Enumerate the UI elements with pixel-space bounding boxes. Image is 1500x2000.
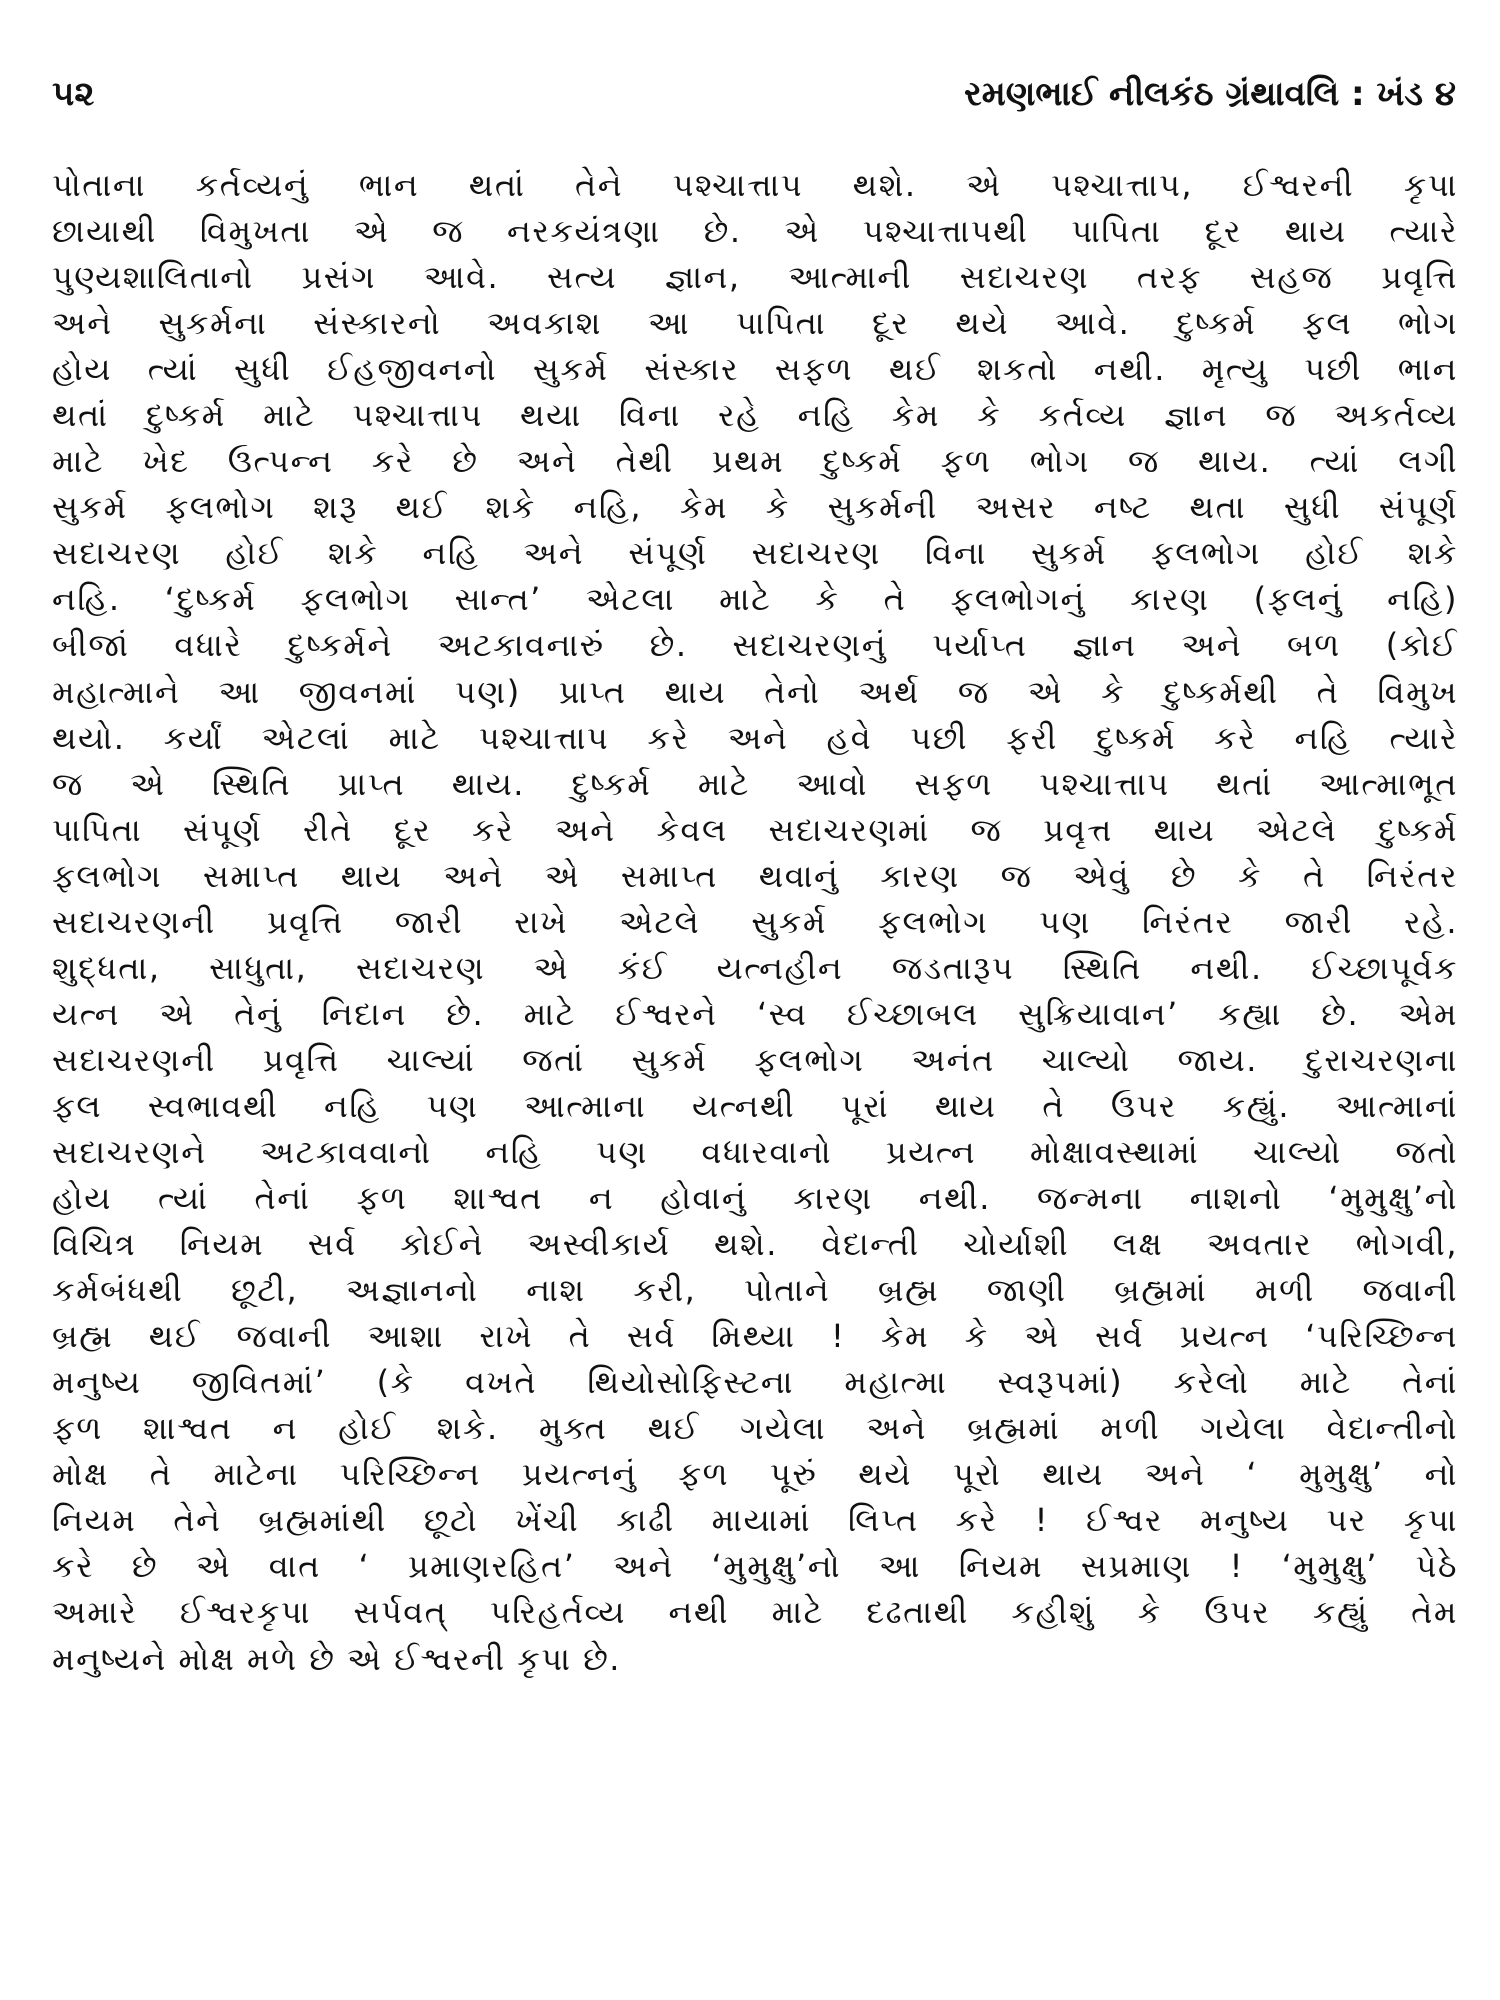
text-line: બીજાં વધારે દુષ્કર્મને અટકાવનારું છે. સદાચરણનું પર્યાપ્ત જ્ઞાન અને બળ (કોઈ bbox=[52, 626, 1458, 665]
text-line: બ્રહ્મ થઈ જવાની આશા રાખે તે સર્વ મિથ્યા ! કેમ કે એ સર્વ પ્રયત્ન ‘પરિચ્છિન્ન bbox=[52, 1317, 1458, 1356]
text-line: પોતાના કર્તવ્યનું ભાન થતાં તેને પશ્ચાત્તાપ થશે. એ પશ્ચાત્તાપ, ઈશ્વરની કૃપા bbox=[52, 166, 1458, 204]
text-line: નિયમ તેને બ્રહ્મમાંથી છૂટો ખેંચી કાઢી માયામાં લિપ્ત કરે ! ઈશ્વર મનુષ્ય પર કૃપા bbox=[52, 1501, 1458, 1540]
text-line: માટે ખેદ ઉત્પન્ન કરે છે અને તેથી પ્રથમ દુષ્કર્મ ફળ ભોગ જ થાય. ત્યાં લગી bbox=[52, 442, 1458, 481]
text-line: અને સુકર્મના સંસ્કારનો અવકાશ આ પાપિતા દૂર થયે આવે. દુષ્કર્મ ફલ ભોગ bbox=[52, 304, 1458, 343]
text-line: સદાચરણને અટકાવવાનો નહિ પણ વધારવાનો પ્રયત્ન મોક્ષાવસ્થામાં ચાલ્યો જતો bbox=[52, 1132, 1458, 1171]
text-line: સુકર્મ ફલભોગ શરૂ થઈ શકે નહિ, કેમ કે સુકર્મની અસર નષ્ટ થતા સુધી સંપૂર્ણ bbox=[52, 488, 1458, 527]
running-header bbox=[52, 70, 1456, 118]
text-line: પુણ્યશાલિતાનો પ્રસંગ આવે. સત્ય જ્ઞાન, આત્માની સદાચરણ તરફ સહજ પ્રવૃત્તિ bbox=[52, 258, 1458, 297]
text-line: જ એ સ્થિતિ પ્રાપ્ત થાય. દુષ્કર્મ માટે આવો સફળ પશ્ચાત્તાપ થતાં આત્માભૂત bbox=[52, 764, 1458, 803]
text-line: વિચિત્ર નિયમ સર્વ કોઈને અસ્વીકાર્ય થશે. વેદાન્તી ચોર્યાશી લક્ષ અવતાર ભોગવી, bbox=[52, 1225, 1458, 1264]
text-line: ફળ શાશ્વત ન હોઈ શકે. મુક્ત થઈ ગયેલા અને બ્રહ્મમાં મળી ગયેલા વેદાન્તીનો bbox=[52, 1409, 1458, 1448]
book-title: રમણભાઈ નીલકંઠ ગ્રંથાવલિ : ખંડ ૪ bbox=[964, 74, 1456, 114]
text-line: થયો. કર્યાં એટલાં માટે પશ્ચાત્તાપ કરે અને હવે પછી ફરી દુષ્કર્મ કરે નહિ ત્યારે bbox=[52, 718, 1458, 757]
text-line: મનુષ્ય જીવિતમાં’ (કે વખતે થિયોસોફિસ્ટના મહાત્મા સ્વરૂપમાં) કરેલો માટે તેનાં bbox=[52, 1363, 1458, 1402]
text-line: ફલ સ્વભાવથી નહિ પણ આત્માના યત્નથી પૂરાં થાય તે ઉપર કહ્યું. આત્માનાં bbox=[52, 1086, 1458, 1125]
text-line: પાપિતા સંપૂર્ણ રીતે દૂર કરે અને કેવલ સદાચરણમાં જ પ્રવૃત્ત થાય એટલે દુષ્કર્મ bbox=[52, 810, 1458, 849]
text-line: હોય ત્યાં તેનાં ફળ શાશ્વત ન હોવાનું કારણ નથી. જન્મના નાશનો ‘મુમુક્ષુ’નો bbox=[52, 1179, 1458, 1218]
text-line: થતાં દુષ્કર્મ માટે પશ્ચાત્તાપ થયા વિના રહે નહિ કેમ કે કર્તવ્ય જ્ઞાન જ અકર્તવ્ય bbox=[52, 396, 1458, 435]
text-line: સદાચરણની પ્રવૃત્તિ જારી રાખે એટલે સુકર્મ ફલભોગ પણ નિરંતર જારી રહે. bbox=[52, 902, 1458, 941]
text-line: ફલભોગ સમાપ્ત થાય અને એ સમાપ્ત થવાનું કારણ જ એવું છે કે તે નિરંતર bbox=[52, 856, 1458, 895]
text-line: છાયાથી વિમુખતા એ જ નરકયંત્રણા છે. એ પશ્ચાત્તાપથી પાપિતા દૂર થાય ત્યારે bbox=[52, 212, 1458, 251]
text-line: સદાચરણ હોઈ શકે નહિ અને સંપૂર્ણ સદાચરણ વિના સુકર્મ ફલભોગ હોઈ શકે bbox=[52, 534, 1458, 573]
text-line: સદાચરણની પ્રવૃત્તિ ચાલ્યાં જતાં સુકર્મ ફલભોગ અનંત ચાલ્યો જાય. દુરાચરણના bbox=[52, 1040, 1458, 1079]
text-line: શુદ્ધતા, સાધુતા, સદાચરણ એ કંઈ યત્નહીન જડતારૂપ સ્થિતિ નથી. ઈચ્છાપૂર્વક bbox=[52, 948, 1458, 987]
text-line: હોય ત્યાં સુધી ઈહજીવનનો સુકર્મ સંસ્કાર સફળ થઈ શકતો નથી. મૃત્યુ પછી ભાન bbox=[52, 350, 1458, 389]
text-line: યત્ન એ તેનું નિદાન છે. માટે ઈશ્વરને ‘સ્વ ઈચ્છાબલ સુક્રિયાવાન’ કહ્યા છે. એમ bbox=[52, 994, 1458, 1033]
text-line: નહિ. ‘દુષ્કર્મ ફલભોગ સાન્ત’ એટલા માટે કે તે ફલભોગનું કારણ (ફલનું નહિ) bbox=[52, 580, 1458, 619]
text-line: મોક્ષ તે માટેના પરિચ્છિન્ન પ્રયત્નનું ફળ પૂરું થયે પૂરો થાય અને ‘ મુમુક્ષુ’ નો bbox=[52, 1455, 1458, 1494]
body-text bbox=[52, 162, 1458, 1682]
text-line: અમારે ઈશ્વરકૃપા સર્પવત્ પરિહર્તવ્ય નથી માટે દઢતાથી કહીશું કે ઉપર કહ્યું તેમ bbox=[52, 1593, 1458, 1632]
text-line: મનુષ્યને મોક્ષ મળે છે એ ઈશ્વરની કૃપા છે. bbox=[52, 1639, 621, 1678]
text-line: કર્મબંધથી છૂટી, અજ્ઞાનનો નાશ કરી, પોતાને બ્રહ્મ જાણી બ્રહ્મમાં મળી જવાની bbox=[52, 1271, 1458, 1310]
text-line: કરે છે એ વાત ‘ પ્રમાણરહિત’ અને ‘મુમુક્ષુ’નો આ નિયમ સપ્રમાણ ! ‘મુમુક્ષુ’ પેઠે bbox=[52, 1547, 1458, 1586]
text-line: મહાત્માને આ જીવનમાં પણ) પ્રાપ્ત થાય તેનો અર્થ જ એ કે દુષ્કર્મથી તે વિમુખ bbox=[52, 672, 1458, 711]
page-number: ૫૨ bbox=[52, 74, 95, 114]
